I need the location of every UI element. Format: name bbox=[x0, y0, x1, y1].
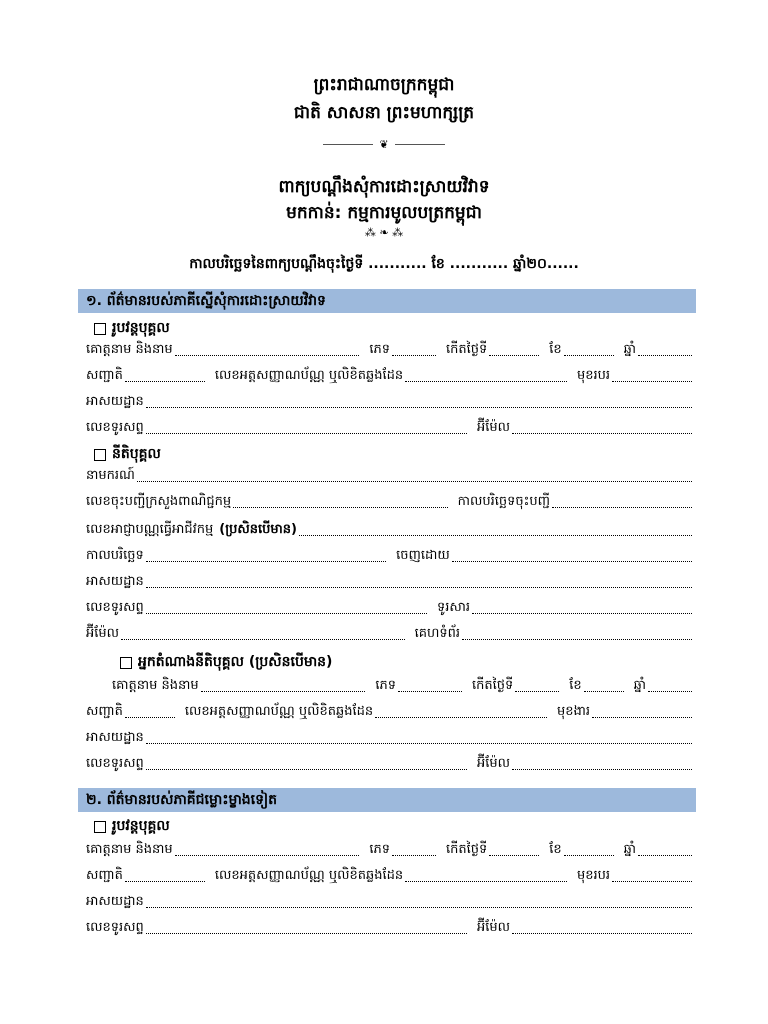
s1-address-row bbox=[86, 390, 692, 412]
registration-row bbox=[86, 490, 692, 512]
license-row bbox=[86, 518, 692, 540]
company-address-row bbox=[86, 570, 692, 592]
checkbox-s2-individual[interactable] bbox=[94, 821, 106, 833]
title-ornament: ⁂ ❧ ⁂ bbox=[364, 226, 404, 239]
fax-label: ទូរសារ bbox=[436, 600, 470, 615]
company-name-row bbox=[86, 464, 692, 486]
fax-field[interactable] bbox=[472, 611, 692, 614]
s2-sex-field[interactable] bbox=[392, 853, 436, 856]
individual-label: រូបវន្តបុគ្គល bbox=[112, 818, 170, 834]
s2-nationality-field[interactable] bbox=[125, 879, 205, 882]
license-field[interactable] bbox=[299, 533, 692, 536]
website-label: គេហទំព័រ bbox=[414, 626, 460, 641]
sex-label: ភេទ bbox=[375, 678, 396, 693]
reg-date-label: កាលបរិច្ឆេទចុះបញ្ជី bbox=[457, 494, 550, 509]
kingdom-heading: ព្រះរាជាណាចក្រកម្ពុជា bbox=[313, 75, 455, 95]
rep-born-month-field[interactable] bbox=[584, 689, 624, 692]
s2-contact-row bbox=[86, 916, 692, 938]
issued-by-field[interactable] bbox=[452, 559, 692, 562]
name-label: គោត្តនាម និងនាម bbox=[86, 342, 173, 357]
s2-email-field[interactable] bbox=[512, 931, 692, 934]
nationality-label: សញ្ជាតិ bbox=[86, 868, 123, 883]
sex-field[interactable] bbox=[392, 353, 436, 356]
website-field[interactable] bbox=[462, 637, 692, 640]
phone-label: លេខទូរសព្ទ bbox=[86, 600, 144, 615]
filing-date-line: កាលបរិច្ឆេទនៃពាក្យបណ្តឹងចុះថ្ងៃទី ........... ខែ ........... ឆ្នាំ២០...... bbox=[189, 256, 579, 272]
month-label: ខែ bbox=[549, 342, 562, 357]
legal-entity-option[interactable] bbox=[94, 444, 161, 465]
address-field[interactable] bbox=[146, 405, 692, 408]
address-label: អាសយដ្ឋាន bbox=[86, 574, 144, 589]
nationality-label: សញ្ជាតិ bbox=[86, 704, 123, 719]
born-year-field[interactable] bbox=[638, 353, 692, 356]
s2-individual-option[interactable] bbox=[94, 816, 170, 837]
rep-position-field[interactable] bbox=[592, 715, 692, 718]
rep-phone-field[interactable] bbox=[146, 767, 467, 770]
email-label: អ៊ីម៉ែល bbox=[86, 626, 120, 641]
checkbox-individual[interactable] bbox=[94, 323, 106, 335]
name-label: គោត្តនាម និងនាម bbox=[112, 678, 199, 693]
month-label: ខែ bbox=[569, 678, 582, 693]
company-email-field[interactable] bbox=[121, 637, 405, 640]
rep-contact-row bbox=[86, 752, 692, 774]
section-1-title-bar: ១. ព័ត៌មានរបស់ភាគីស្នើសុំការដោះស្រាយវិវាទ bbox=[78, 289, 696, 313]
license-label: លេខអាជ្ញាបណ្ណធ្វើអាជីវកម្ម bbox=[86, 522, 214, 537]
year-label: ឆ្នាំ bbox=[623, 342, 636, 357]
section-2-title-bar: ២. ព័ត៌មានរបស់ភាគីជម្លោះម្ខាងទៀត bbox=[78, 788, 696, 812]
rep-address-row bbox=[86, 726, 692, 748]
born-label: កើតថ្ងៃទី bbox=[445, 842, 488, 857]
company-email-row bbox=[86, 622, 692, 644]
s2-address-field[interactable] bbox=[146, 905, 692, 908]
s2-nationality-row bbox=[86, 864, 692, 886]
s1-nationality-row bbox=[86, 364, 692, 386]
address-label: អាសយដ្ឋាន bbox=[86, 394, 144, 409]
rep-born-day-field[interactable] bbox=[515, 689, 559, 692]
recipient-line: មកកាន់: កម្មការមូលបត្រកម្ពុជា bbox=[286, 203, 482, 223]
year-label: ឆ្នាំ bbox=[623, 842, 636, 857]
company-name-field[interactable] bbox=[137, 479, 692, 482]
rep-email-field[interactable] bbox=[512, 767, 692, 770]
company-name-label: នាមករណ៍ bbox=[86, 468, 135, 483]
issued-by-label: ចេញដោយ bbox=[396, 548, 450, 563]
s1-contact-row bbox=[86, 416, 692, 438]
s2-name-field[interactable] bbox=[175, 853, 360, 856]
born-month-field[interactable] bbox=[564, 353, 614, 356]
license-date-row bbox=[86, 544, 692, 566]
address-label: អាសយដ្ឋាន bbox=[86, 894, 144, 909]
year-label: ឆ្នាំ bbox=[633, 678, 646, 693]
form-title: ពាក្យបណ្តឹងសុំការដោះស្រាយវិវាទ bbox=[278, 177, 490, 197]
phone-label: លេខទូរសព្ទ bbox=[86, 756, 144, 771]
email-label: អ៊ីម៉ែល bbox=[476, 920, 510, 935]
s2-born-year-field[interactable] bbox=[638, 853, 692, 856]
rep-born-year-field[interactable] bbox=[648, 689, 692, 692]
company-phone-row bbox=[86, 596, 692, 618]
position-label: មុខរបរ bbox=[576, 368, 610, 383]
phone-label: លេខទូរសព្ទ bbox=[86, 920, 144, 935]
s2-phone-field[interactable] bbox=[146, 931, 467, 934]
checkbox-representative[interactable] bbox=[120, 657, 132, 669]
reg-number-label: លេខចុះបញ្ជីក្រសួងពាណិជ្ជកម្ម bbox=[86, 494, 232, 509]
email-label: អ៊ីម៉ែល bbox=[476, 756, 510, 771]
email-label: អ៊ីម៉ែល bbox=[476, 420, 510, 435]
nationality-label: សញ្ជាតិ bbox=[86, 368, 123, 383]
born-label: កើតថ្ងៃទី bbox=[445, 342, 488, 357]
rep-name-row bbox=[112, 674, 692, 696]
email-field[interactable] bbox=[512, 431, 692, 434]
s2-name-row bbox=[86, 838, 692, 860]
rep-nationality-field[interactable] bbox=[125, 715, 175, 718]
s2-address-row bbox=[86, 890, 692, 912]
individual-label: រូបវន្តបុគ្គល bbox=[112, 320, 170, 336]
nationality-field[interactable] bbox=[125, 379, 205, 382]
rep-nationality-row bbox=[86, 700, 692, 722]
position-label: មុខរបរ bbox=[576, 868, 610, 883]
id-number-field[interactable] bbox=[405, 379, 567, 382]
representative-label: អ្នកតំណាងនីតិបុគ្គល (ប្រសិនបើមាន) bbox=[138, 654, 333, 670]
phone-label: លេខទូរសព្ទ bbox=[86, 420, 144, 435]
s2-position-field[interactable] bbox=[612, 879, 692, 882]
id-number-label: លេខអត្តសញ្ញាណប័ណ្ណ ឬលិខិតឆ្លងដែន bbox=[184, 704, 374, 719]
s2-born-day-field[interactable] bbox=[489, 853, 539, 856]
legal-entity-label: នីតិបុគ្គល bbox=[112, 446, 161, 462]
individual-option[interactable] bbox=[94, 318, 170, 339]
position-field[interactable] bbox=[612, 379, 692, 382]
reg-number-field[interactable] bbox=[233, 505, 448, 508]
checkbox-legal-entity[interactable] bbox=[94, 449, 106, 461]
name-field[interactable] bbox=[175, 353, 360, 356]
s1-name-row bbox=[86, 338, 692, 360]
id-number-label: លេខអត្តសញ្ញាណប័ណ្ណ ឬលិខិតឆ្លងដែន bbox=[214, 368, 404, 383]
rep-id-number-field[interactable] bbox=[375, 715, 547, 718]
born-label: កើតថ្ងៃទី bbox=[471, 678, 514, 693]
national-motto: ជាតិ សាសនា ព្រះមហាក្សត្រ bbox=[293, 103, 475, 123]
company-address-field[interactable] bbox=[146, 585, 692, 588]
month-label: ខែ bbox=[549, 842, 562, 857]
representative-option[interactable] bbox=[120, 652, 332, 673]
company-phone-field[interactable] bbox=[146, 611, 427, 614]
phone-field[interactable] bbox=[146, 431, 467, 434]
id-number-label: លេខអត្តសញ្ញាណប័ណ្ណ ឬលិខិតឆ្លងដែន bbox=[214, 868, 404, 883]
s2-born-month-field[interactable] bbox=[564, 853, 614, 856]
date-label: កាលបរិច្ឆេទ bbox=[86, 548, 144, 563]
reg-date-field[interactable] bbox=[552, 505, 692, 508]
license-date-field[interactable] bbox=[146, 559, 386, 562]
s2-id-number-field[interactable] bbox=[405, 879, 567, 882]
name-label: គោត្តនាម និងនាម bbox=[86, 842, 173, 857]
rep-address-field[interactable] bbox=[146, 741, 692, 744]
sex-label: ភេទ bbox=[369, 342, 390, 357]
rep-name-field[interactable] bbox=[201, 689, 366, 692]
position-alt-label: មុខងារ bbox=[556, 704, 590, 719]
born-day-field[interactable] bbox=[489, 353, 539, 356]
if-any-label: (ប្រសិនបើមាន) bbox=[219, 522, 297, 537]
sex-label: ភេទ bbox=[369, 842, 390, 857]
address-label: អាសយដ្ឋាន bbox=[86, 730, 144, 745]
header-ornament: ❦ bbox=[0, 138, 768, 151]
rep-sex-field[interactable] bbox=[398, 689, 462, 692]
